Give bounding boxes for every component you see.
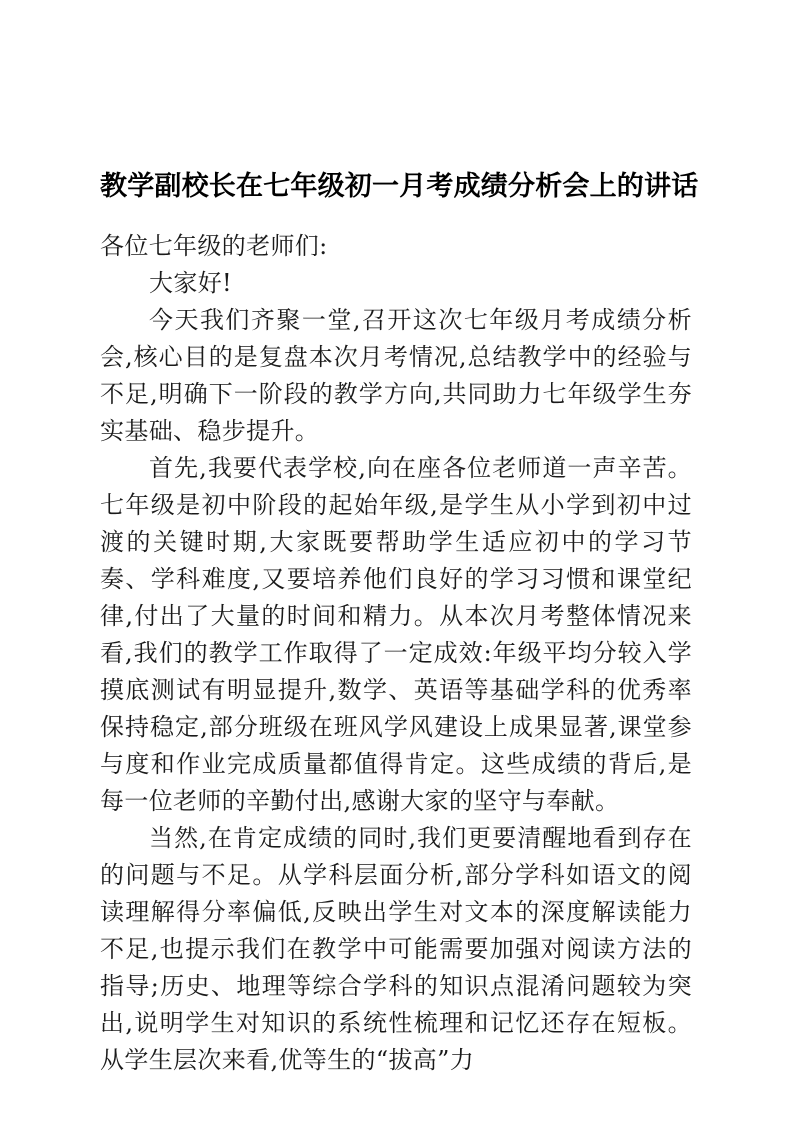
paragraph-problems-and-gaps: 当然,在肯定成绩的同时,我们更要清醒地看到存在的问题与不足。从学科层面分析,部分学科如语文的阅读理解得分率偏低,反映出学生对文本的深度解读能力不足,也提示我们在教学中可能需要加强对阅读方法的指导;历史、地理等综合学科的知识点混淆问题较为突出,说明学生对知识的系统性梳理和记忆还存在短板。从学生层次来看,优等生的“拔高”力 (100, 824, 692, 1074)
document-body (100, 228, 692, 1079)
paragraph-opening-purpose: 今天我们齐聚一堂,召开这次七年级月考成绩分析会,核心目的是复盘本次月考情况,总结教学中的经验与不足,明确下一阶段的教学方向,共同助力七年级学生夯实基础、稳步提升。 (100, 306, 692, 445)
paragraph-appreciation-and-achievements: 首先,我要代表学校,向在座各位老师道一声辛苦。七年级是初中阶段的起始年级,是学生从小学到初中过渡的关键时期,大家既要帮助学生适应初中的学习节奏、学科难度,又要培养他们良好的学习习惯和课堂纪律,付出了大量的时间和精力。从本次月考整体情况来看,我们的教学工作取得了一定成效:年级平均分较入学摸底测试有明显提升,数学、英语等基础学科的优秀率保持稳定,部分班级在班风学风建设上成果显著,课堂参与度和作业完成质量都值得肯定。这些成绩的背后,是每一位老师的辛勤付出,感谢大家的坚守与奉献。 (100, 454, 692, 815)
paragraph-greeting: 大家好! (149, 269, 233, 297)
page-title: 教学副校长在七年级初一月考成绩分析会上的讲话 (100, 171, 699, 203)
paragraph-salutation: 各位七年级的老师们: (100, 232, 328, 260)
